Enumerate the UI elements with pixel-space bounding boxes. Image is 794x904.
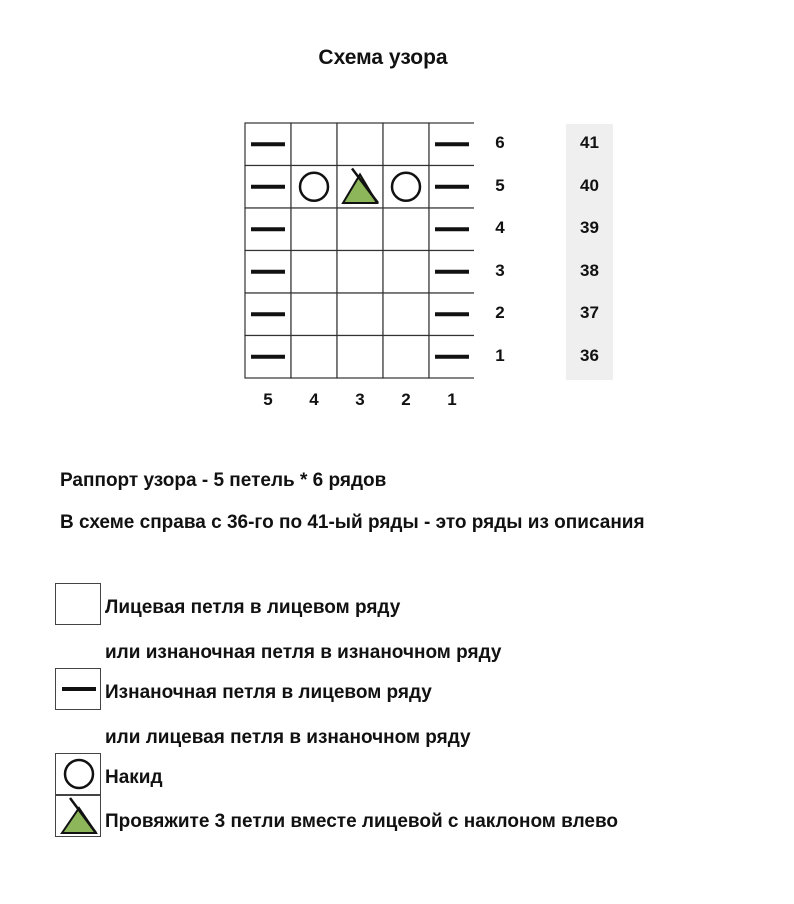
row-number: 5 bbox=[495, 175, 505, 195]
column-number: 4 bbox=[309, 390, 319, 409]
grid-cell bbox=[337, 123, 383, 166]
grid-cell bbox=[291, 123, 337, 166]
grid-cell bbox=[337, 336, 383, 379]
grid-cell bbox=[291, 293, 337, 336]
grid-cell bbox=[383, 336, 429, 379]
legend-k3tog-symbol bbox=[55, 795, 101, 837]
row-number: 4 bbox=[495, 218, 505, 238]
description-rows-note: В схеме справа с 36-го по 41-ый ряды - это ряды из описания bbox=[60, 512, 645, 533]
grid-cell bbox=[383, 293, 429, 336]
legend-knit-text-2: или изнаночная петля в изнаночном ряду bbox=[105, 642, 502, 663]
grid-cell bbox=[383, 251, 429, 294]
grid-cell bbox=[291, 208, 337, 251]
k3tog-triangle-icon bbox=[56, 796, 102, 838]
legend-yarn-over-symbol bbox=[55, 753, 101, 795]
legend-knit-symbol bbox=[55, 583, 101, 625]
grid-cell bbox=[383, 208, 429, 251]
legend-yarn-over-text: Накид bbox=[105, 767, 163, 788]
grid-cell bbox=[337, 208, 383, 251]
description-row-number: 38 bbox=[580, 260, 599, 280]
row-number: 2 bbox=[495, 303, 505, 323]
column-number: 3 bbox=[355, 390, 365, 409]
knitting-chart-grid bbox=[244, 122, 474, 380]
chart-title: Схема узора bbox=[318, 46, 448, 69]
column-number: 2 bbox=[401, 390, 411, 409]
row-number: 3 bbox=[495, 260, 505, 280]
grid-cell bbox=[337, 293, 383, 336]
column-number: 1 bbox=[447, 390, 457, 409]
legend-knit-text-1: Лицевая петля в лицевом ряду bbox=[105, 597, 401, 618]
column-number: 5 bbox=[263, 390, 273, 409]
repeat-note: Раппорт узора - 5 петель * 6 рядов bbox=[60, 470, 387, 491]
grid-cell bbox=[291, 251, 337, 294]
grid-svg bbox=[244, 122, 474, 380]
grid-cell bbox=[291, 336, 337, 379]
legend-k3tog-text: Провяжите 3 петли вместе лицевой с наклоном влево bbox=[105, 811, 618, 832]
row-number: 1 bbox=[495, 345, 505, 365]
description-row-number: 36 bbox=[580, 345, 599, 365]
yarn-over-circle-icon bbox=[56, 754, 102, 796]
row-number: 6 bbox=[495, 133, 505, 153]
legend-purl-symbol bbox=[55, 668, 101, 710]
description-row-number: 41 bbox=[580, 133, 599, 153]
legend-purl-text-1: Изнаночная петля в лицевом ряду bbox=[105, 682, 432, 703]
description-rows-column bbox=[566, 124, 613, 380]
purl-dash-icon bbox=[56, 669, 102, 711]
grid-cell bbox=[383, 123, 429, 166]
description-row-number: 40 bbox=[580, 175, 599, 195]
description-row-number: 37 bbox=[580, 303, 599, 323]
grid-cell bbox=[337, 251, 383, 294]
description-row-number: 39 bbox=[580, 218, 599, 238]
legend-purl-text-2: или лицевая петля в изнаночном ряду bbox=[105, 727, 471, 748]
